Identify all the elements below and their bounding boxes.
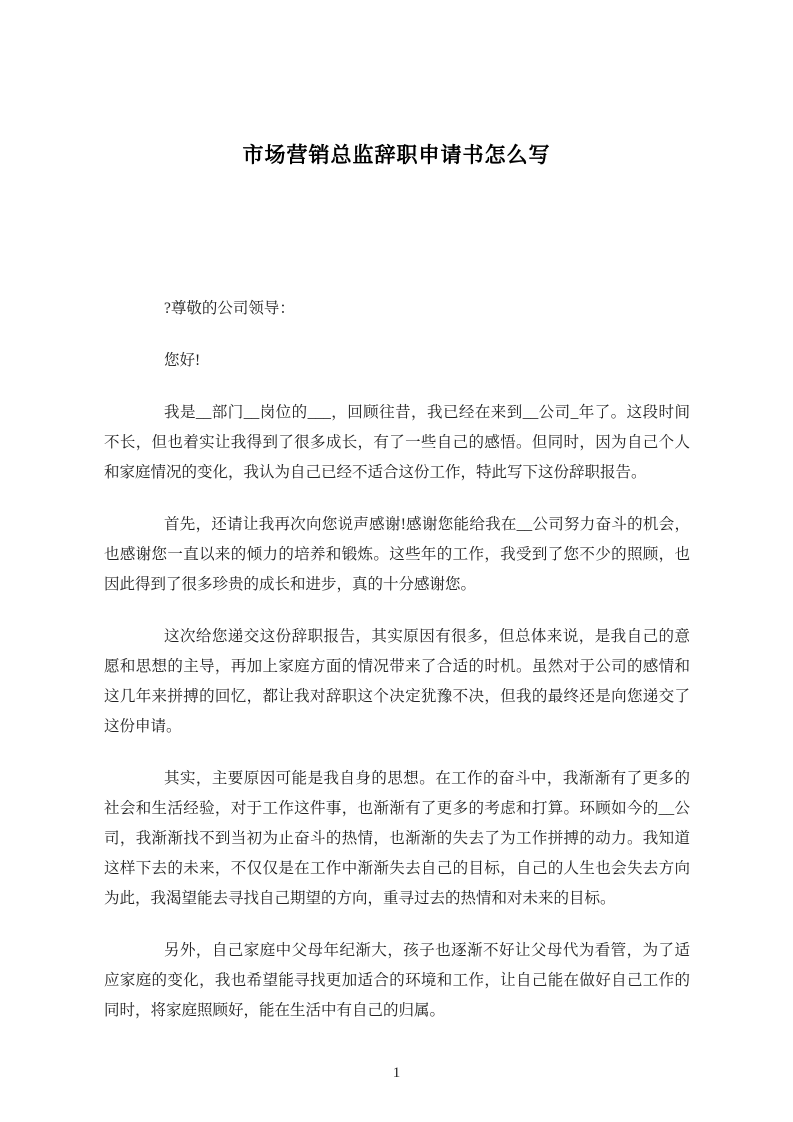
greeting: 您好! [164,352,201,369]
page-footer [0,1065,793,1082]
document-body [104,294,690,1026]
page-number: 1 [392,1065,401,1081]
paragraph: 其实，主要原因可能是我自身的思想。在工作的奋斗中，我渐渐有了更多的社会和生活经验，对于工作这件事，也渐渐有了更多的考虑和打算。环顾如今的__公司，我渐渐找不到当初为止奋斗的热情，也渐渐的失去了为工作拼搏的动力。我知道这样下去的未来，不仅仅是在工作中渐渐失去自己的目标，自己的人生也会失去方向为此，我渴望能去寻找自己期望的方向，重寻过去的热情和对未来的目标。 [104,770,690,907]
paragraph: 另外，自己家庭中父母年纪渐大，孩子也逐渐不好让父母代为看管，为了适应家庭的变化，我也希望能寻找更加适合的环境和工作，让自己能在做好自己工作的同时，将家庭照顾好，能在生活中有自己的归属。 [104,942,690,1019]
paragraph: 首先，还请让我再次向您说声感谢!感谢您能给我在__公司努力奋斗的机会，也感谢您一直以来的倾力的培养和锻炼。这些年的工作，我受到了您不少的照顾，也因此得到了很多珍贵的成长和进步，真的十分感谢您。 [104,516,690,593]
paragraph: 我是__部门__岗位的___，回顾往昔，我已经在来到__公司_年了。这段时间不长，但也着实让我得到了很多成长，有了一些自己的感悟。但同时，因为自己个人和家庭情况的变化，我认为自己已经不适合这份工作，特此写下这份辞职报告。 [104,404,690,481]
paragraph: 这次给您递交这份辞职报告，其实原因有很多，但总体来说，是我自己的意愿和思想的主导，再加上家庭方面的情况带来了合适的时机。虽然对于公司的感情和这几年来拼搏的回忆，都让我对辞职这个决定犹豫不决，但我的最终还是向您递交了这份申请。 [104,628,690,735]
document-title: 市场营销总监辞职申请书怎么写 [242,143,551,167]
salutation: ?尊敬的公司领导： [164,300,295,317]
